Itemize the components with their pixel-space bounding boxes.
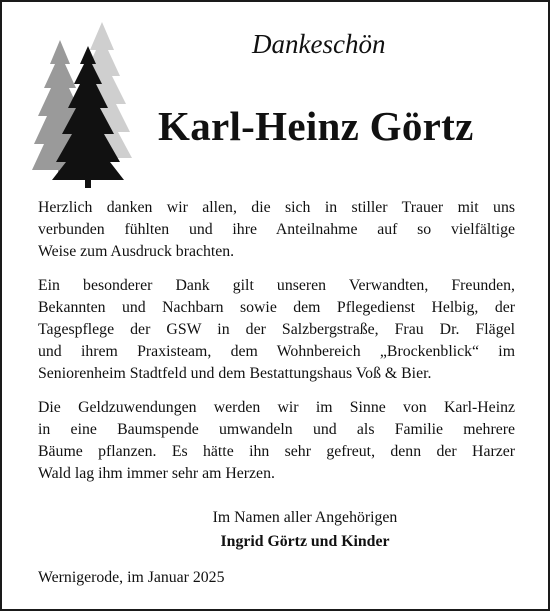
text-line: Wald lag ihm immer sehr am Herzen. [38,465,275,482]
text-line: Bekannten und Nachbarn sowie dem Pflegedienst Helbig, der [38,299,515,316]
signature-signer: Ingrid Görtz und Kinder [220,533,390,550]
text-line: Herzlich danken wir allen, die sich in stiller Trauer mit uns [38,199,515,216]
fir-trees-icon [30,20,140,190]
text-line: in eine Baumspende umwandeln und als Familie mehrere [38,421,515,438]
text-line: Bäume pflanzen. Es hätte ihn sehr gefreut, denn der Harzer [38,443,515,460]
paragraph-special-thanks [38,275,515,385]
place-date: Wernigerode, im Januar 2025 [38,569,225,586]
text-line: und ihrem Praxisteam, dem Wohnbereich „Brockenblick“ im [38,343,515,360]
signature-intro: Im Namen aller Angehörigen [212,509,398,526]
text-line: Seniorenheim Stadtfeld und dem Bestattungshaus Voß & Bier. [38,365,432,382]
text-line: Tagespflege der GSW in der Salzbergstraße, Frau Dr. Flägel [38,321,515,338]
signature-block [2,506,548,554]
text-line: Die Geldzuwendungen werden wir im Sinne von Karl-Heinz [38,399,515,416]
text-line: Ein besonderer Dank gilt unseren Verwandten, Freunden, [38,277,515,294]
heading-thanks: Dankeschön [252,29,386,59]
deceased-name: Karl-Heinz Görtz [158,103,474,149]
paragraph-donations [38,397,515,485]
text-line: Weise zum Ausdruck brachten. [38,243,235,260]
text-line: verbunden fühlten und ihre Anteilnahme auf so vielfältige [38,221,515,238]
paragraph-thanks [38,197,515,263]
message-body [38,197,515,497]
